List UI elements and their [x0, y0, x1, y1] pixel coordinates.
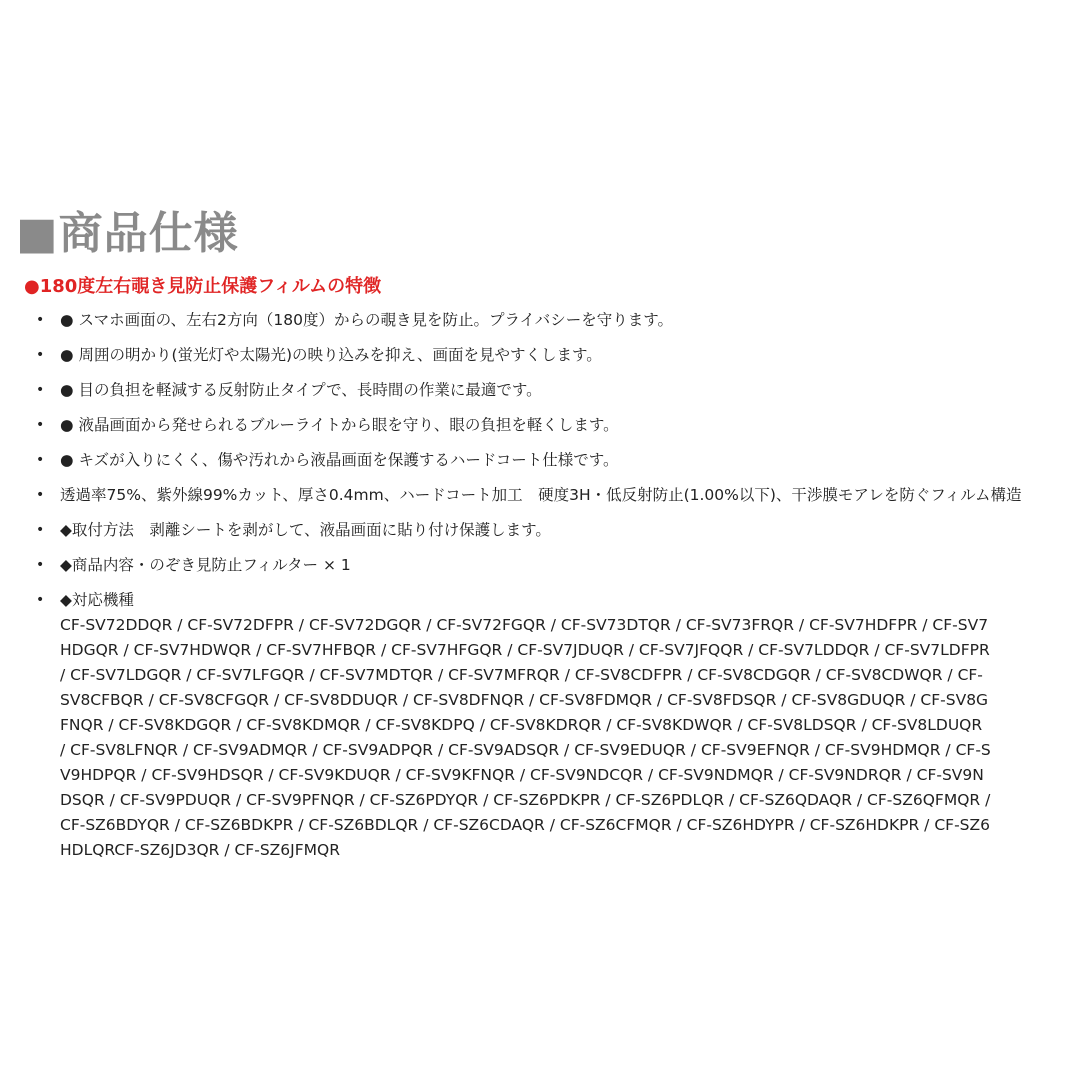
compatible-models-label: ◆対応機種 [60, 591, 134, 609]
bullet-icon: • [36, 382, 45, 398]
list-item [36, 518, 1056, 543]
feature-subtitle: ●180度左右覗き見防止保護フィルムの特徴 [24, 276, 382, 297]
bullet-icon: • [36, 452, 45, 468]
list-item-text: ◆商品内容・のぞき見防止フィルター × 1 [60, 556, 351, 574]
page-title: ■商品仕様 [16, 208, 239, 259]
compatible-models-list: CF-SV72DDQR / CF-SV72DFPR / CF-SV72DGQR / CF-SV72FGQR / CF-SV73DTQR / CF-SV73FRQR / CF-SV7HDFPR / CF-SV7HDGQR / CF-SV7HDWQR / CF-SV7HFBQR / CF-SV7HFGQR / CF-SV7JDUQR / CF-SV7JFQQR / CF-SV7LDDQR / CF-SV7LDFPR / CF-SV7LDGQR / CF-SV7LFGQR / CF-SV7MDTQR / CF-SV7MFRQR / CF-SV8CDFPR / CF-SV8CDGQR / CF-SV8CDWQR / CF-SV8CFBQR / CF-SV8CFGQR / CF-SV8DDUQR / CF-SV8DFNQR / CF-SV8FDMQR / CF-SV8FDSQR / CF-SV8GDUQR / CF-SV8GFNQR / CF-SV8KDGQR / CF-SV8KDMQR / CF-SV8KDPQ / CF-SV8KDRQR / CF-SV8KDWQR / CF-SV8LDSQR / CF-SV8LDUQR / CF-SV8LFNQR / CF-SV9ADMQR / CF-SV9ADPQR / CF-SV9ADSQR / CF-SV9EDUQR / CF-SV9EFNQR / CF-SV9HDMQR / CF-SV9HDPQR / CF-SV9HDSQR / CF-SV9KDUQR / CF-SV9KFNQR / CF-SV9NDCQR / CF-SV9NDMQR / CF-SV9NDRQR / CF-SV9NDSQR / CF-SV9PDUQR / CF-SV9PFNQR / CF-SZ6PDYQR / CF-SZ6PDKPR / CF-SZ6PDLQR / CF-SZ6QDAQR / CF-SZ6QFMQR / CF-SZ6BDYQR / CF-SZ6BDKPR / CF-SZ6BDLQR / CF-SZ6CDAQR / CF-SZ6CFMQR / CF-SZ6HDYPR / CF-SZ6HDKPR / CF-SZ6HDLQRCF-SZ6JD3QR / CF-SZ6JFMQR [60, 616, 991, 859]
bullet-icon: • [36, 417, 45, 433]
bullet-icon: • [36, 592, 45, 608]
list-item [36, 413, 1056, 438]
bullet-icon: • [36, 522, 45, 538]
list-item [36, 448, 1056, 473]
list-item-text: ● 周囲の明かり(蛍光灯や太陽光)の映り込みを抑え、画面を見やすくします。 [60, 346, 602, 364]
list-item-text: ● 目の負担を軽減する反射防止タイプで、長時間の作業に最適です。 [60, 381, 542, 399]
bullet-icon: • [36, 487, 45, 503]
list-item-text: 透過率75%、紫外線99%カット、厚さ0.4mm、ハードコート加工 硬度3H・低反射防止(1.00%以下)、干渉膜モアレを防ぐフィルム構造 [60, 486, 1022, 504]
bullet-icon: • [36, 347, 45, 363]
spec-list [36, 308, 1056, 873]
bullet-icon: • [36, 557, 45, 573]
list-item [36, 378, 1056, 403]
list-item-text: ● スマホ画面の、左右2方向（180度）からの覗き見を防止。プライバシーを守ります。 [60, 311, 673, 329]
compatible-models-item [36, 588, 1056, 863]
bullet-icon: • [36, 312, 45, 328]
list-item-text: ● 液晶画面から発せられるブルーライトから眼を守り、眼の負担を軽くします。 [60, 416, 619, 434]
list-item [36, 553, 1056, 578]
list-item-text: ◆取付方法 剥離シートを剥がして、液晶画面に貼り付け保護します。 [60, 521, 551, 539]
list-item [36, 308, 1056, 333]
list-item [36, 343, 1056, 368]
list-item-text: ● キズが入りにくく、傷や汚れから液晶画面を保護するハードコート仕様です。 [60, 451, 619, 469]
list-item [36, 483, 1056, 508]
